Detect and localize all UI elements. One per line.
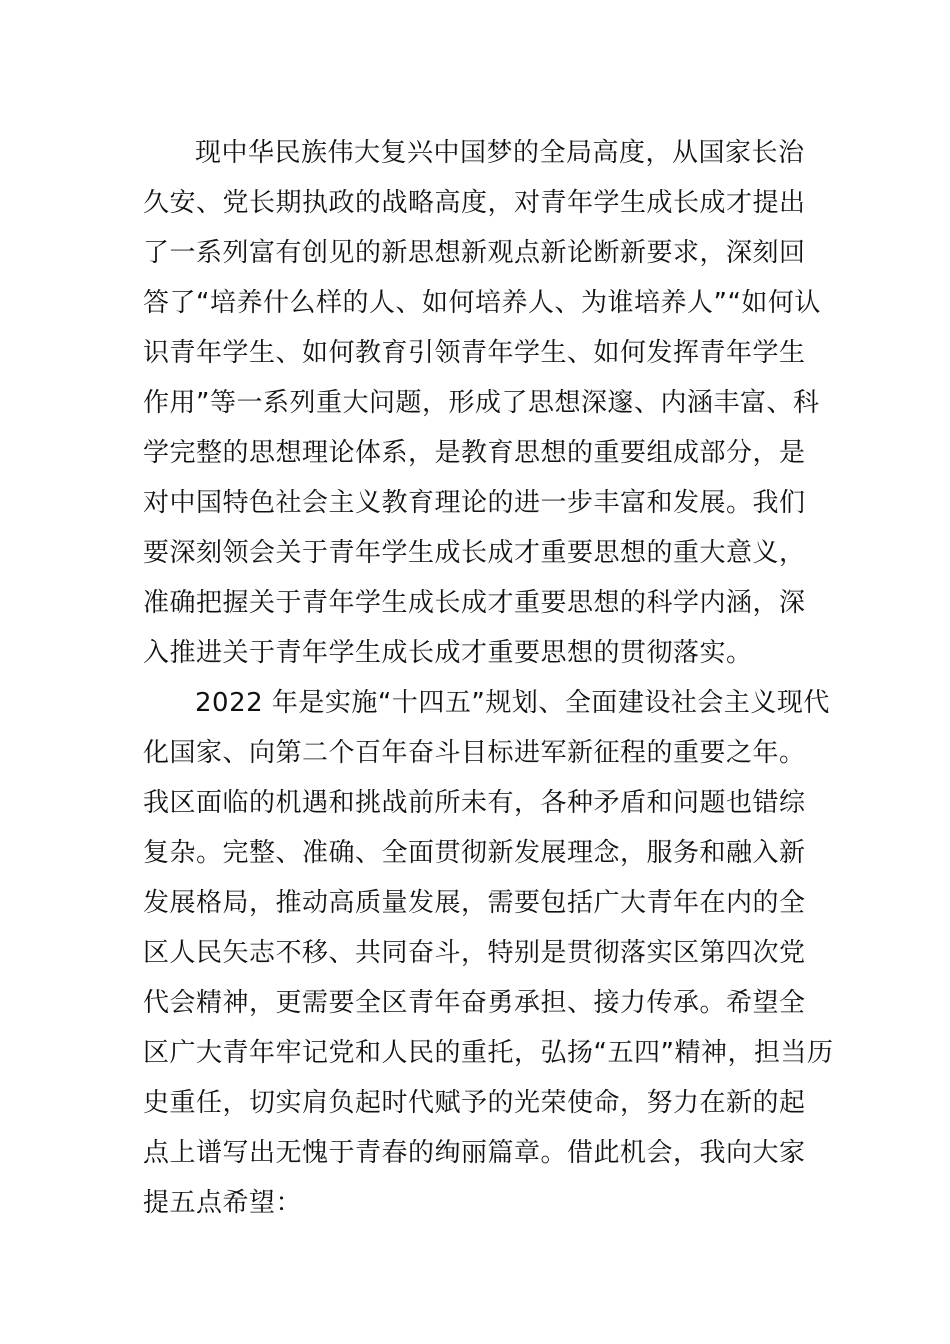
paragraph-line: 学完整的思想理论体系，是教育思想的重要组成部分，是 [143, 438, 806, 468]
paragraph-1 [143, 128, 821, 678]
paragraph-line: 2022 年是实施“十四五”规划、全面建设社会主义现代 [195, 688, 830, 718]
paragraph-line: 入推进关于青年学生成长成才重要思想的贯彻落实。 [143, 638, 753, 668]
paragraph-line: 答了“培养什么样的人、如何培养人、为谁培养人”“如何认 [143, 288, 821, 318]
paragraph-line: 化国家、向第二个百年奋斗目标进军新征程的重要之年。 [143, 738, 806, 768]
paragraph-line: 我区面临的机遇和挑战前所未有，各种矛盾和问题也错综 [143, 788, 806, 818]
paragraph-line: 准确把握关于青年学生成长成才重要思想的科学内涵，深 [143, 588, 806, 618]
paragraph-line: 点上谱写出无愧于青春的绚丽篇章。借此机会，我向大家 [143, 1138, 806, 1168]
paragraph-line: 代会精神，更需要全区青年奋勇承担、接力传承。希望全 [143, 988, 806, 1018]
paragraph-line: 对中国特色社会主义教育理论的进一步丰富和发展。我们 [143, 488, 806, 518]
paragraph-line: 了一系列富有创见的新思想新观点新论断新要求，深刻回 [143, 238, 806, 268]
paragraph-line: 发展格局，推动高质量发展，需要包括广大青年在内的全 [143, 888, 806, 918]
paragraph-line: 复杂。完整、准确、全面贯彻新发展理念，服务和融入新 [143, 838, 806, 868]
document-body [143, 128, 834, 1228]
paragraph-line: 区广大青年牢记党和人民的重托，弘扬“五四”精神，担当历 [143, 1038, 834, 1068]
paragraph-line: 现中华民族伟大复兴中国梦的全局高度，从国家长治 [195, 138, 805, 168]
paragraph-line: 识青年学生、如何教育引领青年学生、如何发挥青年学生 [143, 338, 806, 368]
paragraph-2 [143, 678, 834, 1228]
paragraph-line: 史重任，切实肩负起时代赋予的光荣使命，努力在新的起 [143, 1088, 806, 1118]
paragraph-line: 作用”等一系列重大问题，形成了思想深邃、内涵丰富、科 [143, 388, 820, 418]
paragraph-line: 要深刻领会关于青年学生成长成才重要思想的重大意义， [143, 538, 806, 568]
paragraph-line: 区人民矢志不移、共同奋斗，特别是贯彻落实区第四次党 [143, 938, 806, 968]
paragraph-line: 提五点希望： [143, 1188, 303, 1218]
paragraph-line: 久安、党长期执政的战略高度，对青年学生成长成才提出 [143, 188, 806, 218]
